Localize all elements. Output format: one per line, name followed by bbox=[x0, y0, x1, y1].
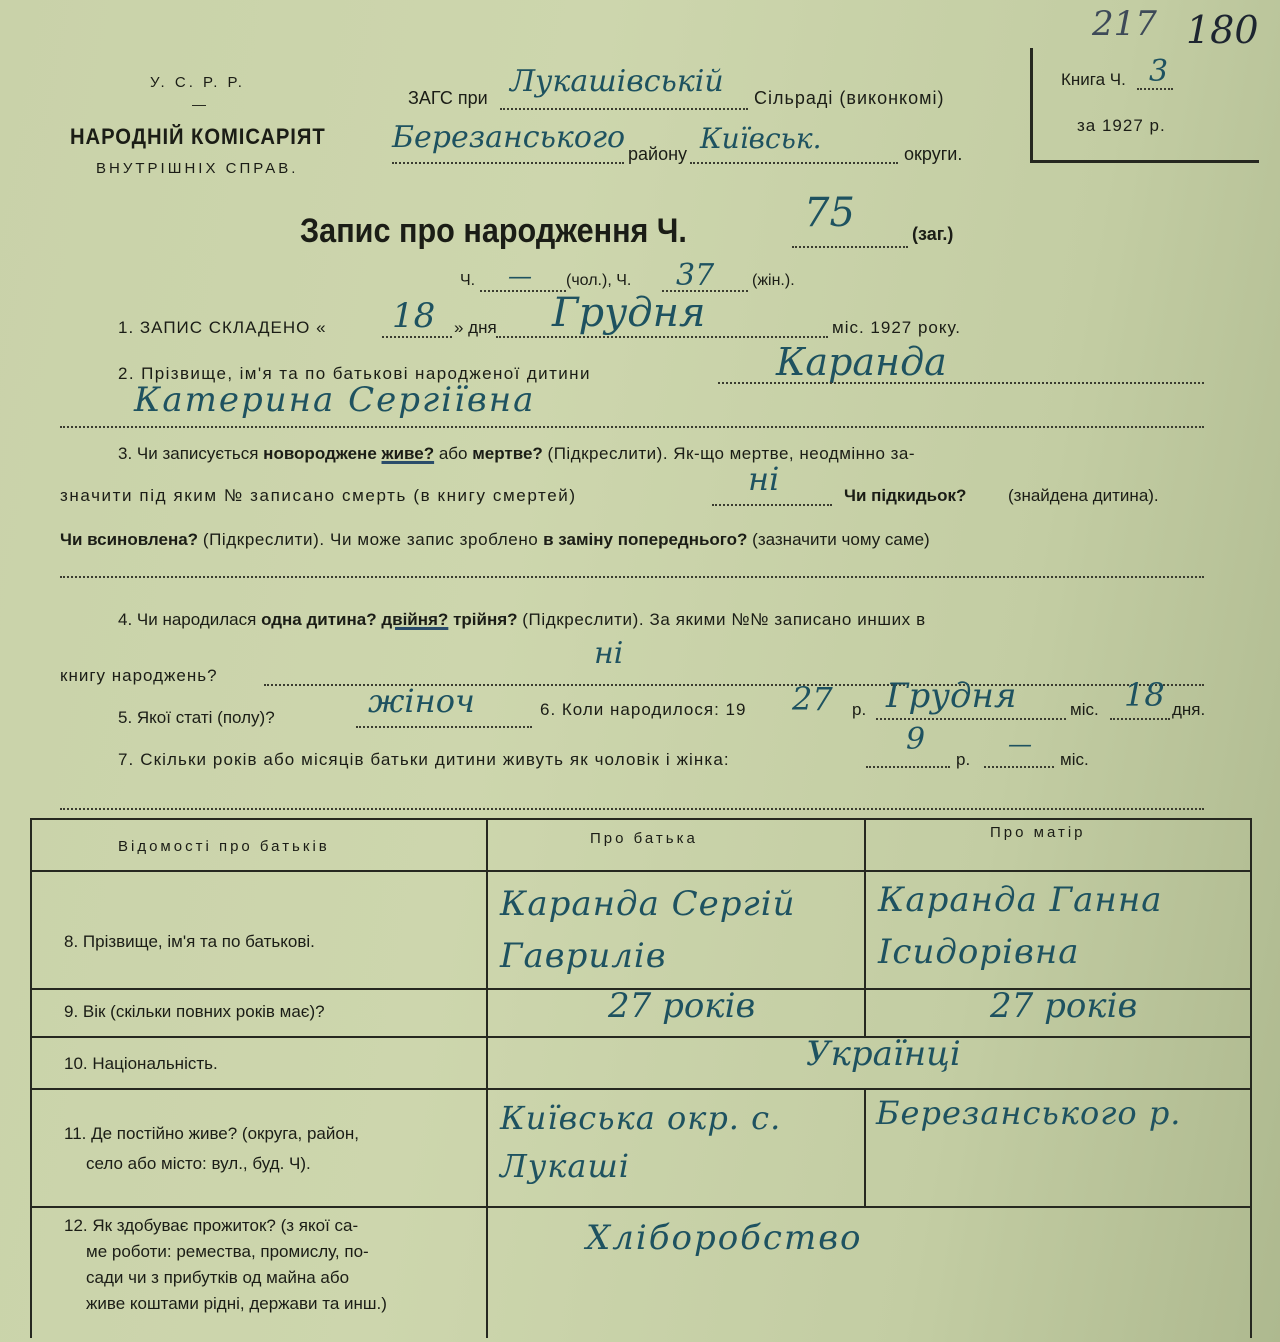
q7-months: — bbox=[1008, 730, 1032, 758]
archive-number-2: 180 bbox=[1186, 8, 1259, 52]
q1-suffix: міс. 1927 року. bbox=[832, 318, 962, 337]
q3-foundling-note: (знайдена дитина). bbox=[1008, 486, 1159, 505]
q4-twins: двійня? bbox=[381, 610, 449, 629]
q1-month: Грудня bbox=[552, 290, 706, 336]
q5-answer: жіноч bbox=[368, 682, 475, 720]
q3-death-answer: ні bbox=[748, 460, 780, 498]
record-title: Запис про народження Ч. bbox=[300, 212, 687, 250]
q3-dead: мертве? bbox=[472, 444, 543, 463]
q3-line3 bbox=[60, 530, 930, 550]
row-occupation-label-4: живе коштами рідні, держави та инш.) bbox=[86, 1294, 387, 1313]
female-label: (жін.). bbox=[752, 272, 795, 289]
district-name: Березанського bbox=[392, 120, 626, 155]
q4-a: 4. Чи народилася bbox=[118, 610, 257, 629]
okruha-label: округи. bbox=[904, 144, 963, 164]
row-occupation-label-3: сади чи з прибутків од майна або bbox=[86, 1268, 350, 1287]
mother-age: 27 років bbox=[990, 986, 1138, 1026]
male-label: (чол.), Ч. bbox=[566, 272, 632, 289]
father-residence: Київська окр. с. Лукаші bbox=[500, 1099, 782, 1185]
record-total-label: (заг.) bbox=[912, 224, 954, 244]
okruha-name: Київськ. bbox=[700, 122, 822, 155]
commissariat-title: НАРОДНІЙ КОМІСАРІЯТ bbox=[70, 124, 326, 149]
q4-single: одна дитина? bbox=[261, 610, 377, 629]
archive-number-1: 217 bbox=[1092, 4, 1157, 44]
q6-month: Грудня bbox=[886, 676, 1017, 716]
q4-answer: ні bbox=[594, 636, 624, 671]
q4-line2: книгу народжень? bbox=[60, 666, 218, 685]
father-full-name: Каранда Сергій Гаврилів bbox=[500, 884, 796, 976]
occupation: Хліборобство bbox=[586, 1218, 863, 1258]
zags-label: ЗАГС при bbox=[408, 88, 488, 108]
row-age-label: 9. Вік (скільки повних років має)? bbox=[64, 1002, 325, 1021]
q7-label: 7. Скільки років або місяців батьки дитини живуть як чоловік і жінка: bbox=[118, 750, 730, 769]
q7-months-label: міс. bbox=[1060, 750, 1089, 769]
row-occupation-label-2: ме роботи: ремества, промислу, по- bbox=[86, 1242, 369, 1261]
row-residence-label-2: село або місто: вул., буд. Ч). bbox=[86, 1154, 311, 1173]
q1-prefix: 1. ЗАПИС СКЛАДЕНО « bbox=[118, 318, 327, 337]
q2-question: 2. Прізвище, ім'я та по батькові народженої дитини bbox=[118, 364, 591, 383]
q3-or: або bbox=[438, 444, 468, 463]
q3-line2: значити під яким № записано смерть (в книгу смертей) bbox=[60, 486, 577, 505]
q7-years-label: р. bbox=[956, 750, 971, 769]
header-parents-info: Відомості про батьків bbox=[118, 838, 330, 855]
state-label: У. С. Р. Р. bbox=[150, 74, 245, 91]
q4-instruction: (Підкреслити). За якими №№ записано инших в bbox=[522, 610, 926, 629]
q6-year-label: р. bbox=[852, 700, 867, 719]
book-box bbox=[1030, 48, 1259, 163]
q5-label: 5. Якої статі (полу)? bbox=[118, 708, 275, 727]
book-number: 3 bbox=[1149, 54, 1169, 89]
row-residence-label-1: 11. Де постійно живе? (округа, район, bbox=[64, 1124, 359, 1143]
male-prefix: Ч. bbox=[460, 272, 476, 289]
q3-newborn: новороджене bbox=[263, 444, 377, 463]
record-number: 75 bbox=[804, 190, 855, 236]
male-count: — bbox=[508, 262, 532, 290]
header-father: Про батька bbox=[590, 830, 698, 847]
row-name-label: 8. Прізвище, ім'я та по батькові. bbox=[64, 932, 315, 951]
q3-replacement-question: (Підкреслити). Чи може запис зроблено bbox=[202, 530, 539, 549]
header-dash: — bbox=[192, 96, 206, 112]
q3-replacement: в заміну попереднього? bbox=[543, 530, 748, 549]
nationality: Українці bbox=[806, 1034, 961, 1074]
row-nationality-label: 10. Національність. bbox=[64, 1054, 218, 1073]
row-occupation-label-1: 12. Як здобуває прожиток? (з якої са- bbox=[64, 1216, 359, 1235]
book-label: Книга Ч. bbox=[1061, 70, 1126, 89]
q3-a: 3. Чи записується bbox=[118, 444, 259, 463]
header-mother: Про матір bbox=[990, 824, 1086, 841]
council-label: Сільраді (виконкомі) bbox=[754, 88, 945, 108]
mother-full-name: Каранда Ганна Ісидорівна bbox=[878, 880, 1163, 972]
q3-foundling: Чи підкидьок? bbox=[844, 486, 967, 505]
q3-line1 bbox=[118, 444, 915, 464]
mother-residence: Березанського р. bbox=[876, 1094, 1182, 1132]
parents-table bbox=[30, 818, 1252, 1338]
q3-alive-underlined: живе? bbox=[381, 444, 435, 463]
district-label: району bbox=[628, 144, 688, 164]
q6-year: 27 bbox=[792, 680, 833, 718]
book-year: за 1927 р. bbox=[1077, 116, 1166, 135]
q6-label: 6. Коли народилося: 19 bbox=[540, 700, 747, 719]
father-age: 27 років bbox=[608, 986, 756, 1026]
q2-given-names: Катерина Сергіївна bbox=[134, 380, 536, 420]
q6-day-label: дня. bbox=[1172, 700, 1206, 719]
q2-surname: Каранда bbox=[776, 340, 947, 384]
q3-reason: (зазначити чому саме) bbox=[752, 530, 930, 549]
village-name: Лукашівській bbox=[510, 64, 724, 99]
female-count: 37 bbox=[676, 258, 715, 293]
q4-triplets: трійня? bbox=[453, 610, 518, 629]
q4-line1 bbox=[118, 610, 926, 630]
q3-adopted: Чи всиновлена? bbox=[60, 530, 199, 549]
q3-instruction: (Підкреслити). Як-що мертве, неодмінно за- bbox=[547, 444, 916, 463]
q1-day: 18 bbox=[392, 296, 436, 336]
q1-day-label: » дня bbox=[454, 318, 497, 337]
commissariat-subtitle: ВНУТРІШНІХ СПРАВ. bbox=[96, 160, 299, 177]
q6-day: 18 bbox=[1124, 676, 1165, 714]
q6-month-label: міс. bbox=[1070, 700, 1099, 719]
q7-years: 9 bbox=[906, 722, 926, 757]
